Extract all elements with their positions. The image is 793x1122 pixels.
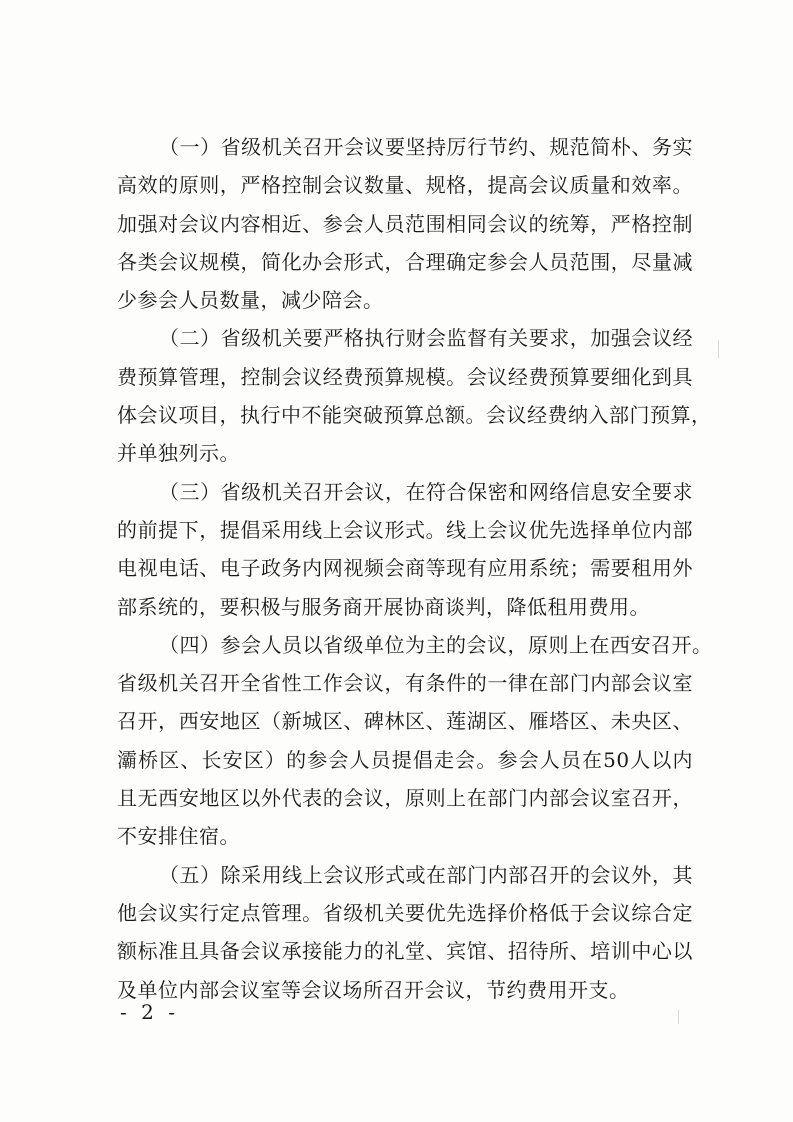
text-line: 各类会议规模，简化办会形式，合理确定参会人员范围，尽量减 <box>117 249 693 274</box>
text-line: 额标准且具备会议承接能力的礼堂、宾馆、招待所、培训中心以 <box>117 939 693 964</box>
text-line: 召开，西安地区（新城区、碑林区、莲湖区、雁塔区、未央区、 <box>117 709 693 734</box>
text-line: 及单位内部会议室等会议场所召开会议，节约费用开支。 <box>117 977 630 1002</box>
text-line: 体会议项目，执行中不能突破预算总额。会议经费纳入部门预算， <box>117 403 712 428</box>
text-line: （四）参会人员以省级单位为主的会议，原则上在西安召开。 <box>159 632 713 657</box>
paragraph-1 <box>117 128 693 319</box>
text-line: 少参会人员数量，减少陪会。 <box>117 288 384 313</box>
page-number: - 2 - <box>120 1000 179 1024</box>
text-line: 高效的原则，严格控制会议数量、规格，提高会议质量和效率。 <box>117 173 693 198</box>
text-line: 加强对会议内容相近、参会人员范围相同会议的统筹，严格控制 <box>117 211 693 236</box>
paragraph-3 <box>117 473 693 626</box>
text-line: （一）省级机关召开会议要坚持厉行节约、规范简朴、务实 <box>159 135 693 159</box>
text-line: 并单独列示。 <box>117 441 240 466</box>
text-line: 且无西安地区以外代表的会议，原则上在部门内部会议室召开， <box>117 786 693 811</box>
text-line: 他会议实行定点管理。省级机关要优先选择价格低于会议综合定 <box>117 900 693 925</box>
text-line: 省级机关召开全省性工作会议，有条件的一律在部门内部会议室 <box>117 671 693 696</box>
text-line: 的前提下，提倡采用线上会议形式。线上会议优先选择单位内部 <box>117 517 693 542</box>
paragraph-5 <box>117 856 693 1009</box>
paragraph-4 <box>117 626 713 856</box>
text-line: 电视电话、电子政务内网视频会商等现有应用系统；需要租用外 <box>117 556 693 581</box>
text-line: 部系统的，要积极与服务商开展协商谈判，降低租用费用。 <box>117 594 650 619</box>
text-line: 不安排住宿。 <box>117 824 240 849</box>
paragraph-2 <box>117 319 712 472</box>
scan-mark <box>678 1010 679 1024</box>
text-line: （三）省级机关召开会议，在符合保密和网络信息安全要求 <box>159 479 693 504</box>
text-line: （二）省级机关要严格执行财会监督有关要求，加强会议经 <box>159 326 693 351</box>
document-body <box>117 128 713 1009</box>
scan-mark <box>718 340 719 358</box>
text-line: 灞桥区、长安区）的参会人员提倡走会。参会人员在50人以内 <box>117 747 693 772</box>
text-line: 费预算管理，控制会议经费预算规模。会议经费预算要细化到具 <box>117 364 693 389</box>
text-line: （五）除采用线上会议形式或在部门内部召开的会议外，其 <box>159 862 693 887</box>
